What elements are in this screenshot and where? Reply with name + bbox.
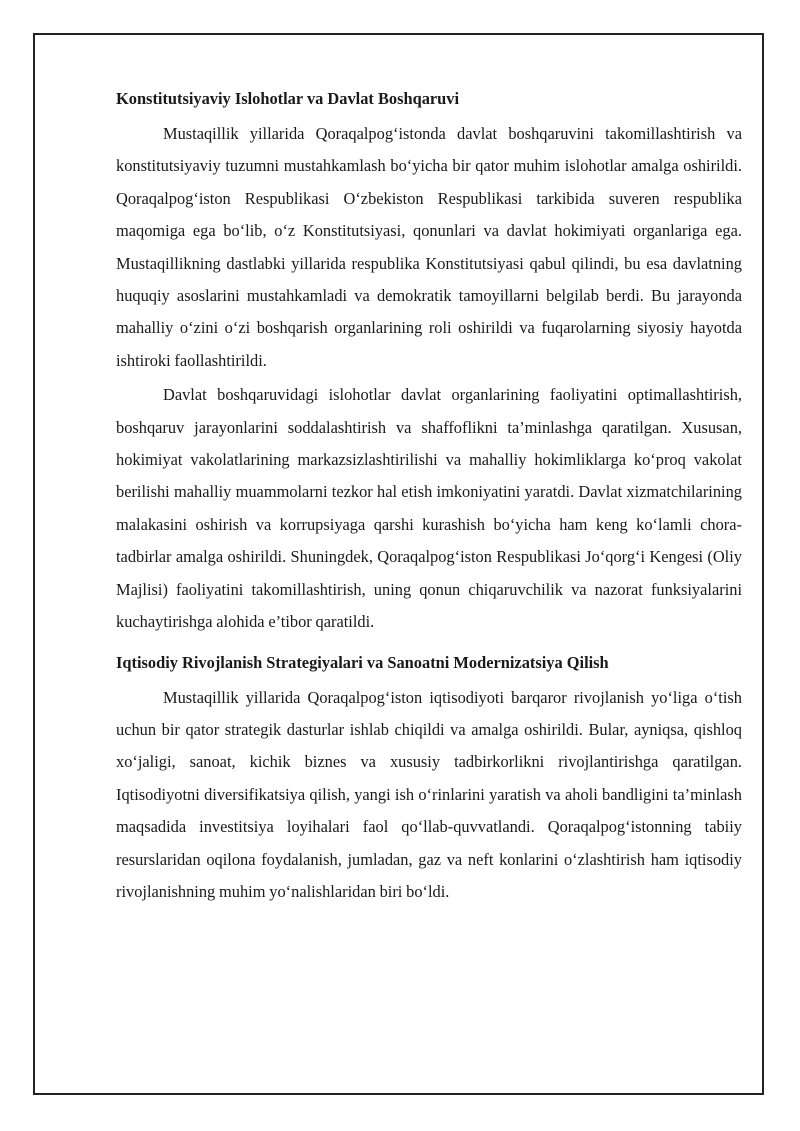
section-heading-economic-development: Iqtisodiy Rivojlanish Strategiyalari va Sanoatni Modernizatsiya Qilish	[116, 652, 609, 672]
paragraph-economic-development-1: Mustaqillik yillarida Qoraqalpog‘iston iqtisodiyoti barqaror rivojlanish yo‘liga o‘tish uchun bir qator strategik dasturlar ishlab chiqildi va amalga oshirildi. Bular, ayniqsa, qishloq xo‘jaligi, sanoat, kichik biznes va xususiy tadbirkorlikni rivojlantirishga qaratilgan. Iqtisodiyotni diversifikatsiya qilish, yangi ish o‘rinlarini yaratish va aholi bandligini ta’minlash maqsadida investitsiya loyihalari faol qo‘llab-quvvatlandi. Qoraqalpog‘istonning tabiiy resurslaridan oqilona foydalanish, jumladan, gaz va neft konlarini o‘zlashtirish ham iqtisodiy rivojlanishning muhim yo‘nalishlaridan biri bo‘ldi.	[116, 687, 742, 901]
paragraph-constitutional-reforms-1: Mustaqillik yillarida Qoraqalpog‘istonda davlat boshqaruvini takomillashtirish va konstitutsiyaviy tuzumni mustahkamlash bo‘yicha bir qator muhim islohotlar amalga oshirildi. Qoraqalpog‘iston Respublikasi O‘zbekiston Respublikasi tarkibida suveren respublika maqomiga ega bo‘lib, o‘z Konstitutsiyasi, qonunlari va davlat hokimiyati organlariga ega. Mustaqillikning dastlabki yillarida respublika Konstitutsiyasi qabul qilindi, bu esa davlatning huquqiy asoslarini mustahkamladi va demokratik tamoyillarni belgilab berdi. Bu jarayonda mahalliy o‘zini o‘zi boshqarish organlarining roli oshirildi va fuqarolarning siyosiy hayotda ishtiroki faollashtirildi.	[116, 124, 742, 370]
document-body	[116, 83, 742, 908]
paragraph-constitutional-reforms-2: Davlat boshqaruvidagi islohotlar davlat organlarining faoliyatini optimallashtirish, boshqaruv jarayonlarini soddalashtirish va shaffoflikni ta’minlashga qaratilgan. Xususan, hokimiyat vakolatlarining markazsizlashtirilishi va mahalliy hokimliklarga ko‘proq vakolat berilishi mahalliy muammolarni tezkor hal etish imkoniyatini yaratdi. Davlat xizmatchilarining malakasini oshirish va korrupsiyaga qarshi kurashish bo‘yicha ham keng ko‘lamli chora-tadbirlar amalga oshirildi. Shuningdek, Qoraqalpog‘iston Respublikasi Jo‘qorg‘i Kengesi (Oliy Majlisi) faoliyatini takomillashtirish, uning qonun chiqaruvchilik va nazorat funksiyalarini kuchaytirishga alohida e’tibor qaratildi.	[116, 385, 742, 632]
section-heading-constitutional-reforms: Konstitutsiyaviy Islohotlar va Davlat Boshqaruvi	[116, 89, 460, 108]
